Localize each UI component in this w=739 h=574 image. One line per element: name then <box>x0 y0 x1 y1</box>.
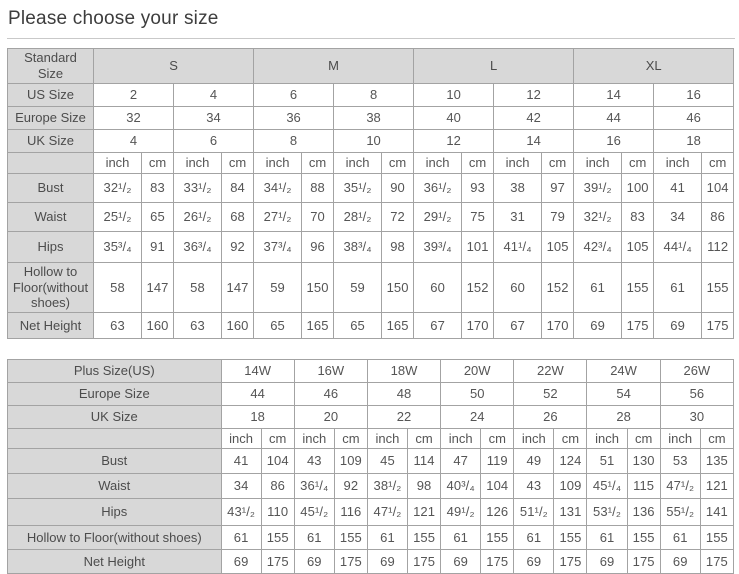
measure-value-cell: 35¹/₂ <box>334 173 382 202</box>
unit-cell: cm <box>222 152 254 173</box>
measure-value-cell: 38¹/₂ <box>367 474 407 499</box>
measure-value-cell: 86 <box>702 202 734 231</box>
measure-value-cell: 61 <box>441 526 481 550</box>
measure-value-cell: 116 <box>334 499 367 526</box>
size-row <box>8 129 734 152</box>
size-group-header: XL <box>574 49 734 84</box>
measure-value-cell: 32¹/₂ <box>574 202 622 231</box>
size-value-cell: 46 <box>654 106 734 129</box>
size-value-cell: 20 <box>294 406 367 429</box>
measure-row <box>8 499 734 526</box>
measure-row <box>8 313 734 339</box>
measure-value-cell: 160 <box>222 313 254 339</box>
measure-value-cell: 96 <box>302 231 334 262</box>
measure-value-cell: 109 <box>554 474 587 499</box>
measure-value-cell: 39¹/₂ <box>574 173 622 202</box>
unit-cell: cm <box>408 429 441 449</box>
size-group-header: L <box>414 49 574 84</box>
measure-value-cell: 39³/₄ <box>414 231 462 262</box>
measure-value-cell: 61 <box>514 526 554 550</box>
standard-size-table <box>7 48 734 339</box>
measure-value-cell: 40³/₄ <box>441 474 481 499</box>
unit-cell: cm <box>702 152 734 173</box>
measure-value-cell: 49¹/₂ <box>441 499 481 526</box>
measure-value-cell: 115 <box>627 474 660 499</box>
size-value-cell: 54 <box>587 383 660 406</box>
measure-value-cell: 32¹/₂ <box>94 173 142 202</box>
size-value-cell: 16W <box>294 360 367 383</box>
measure-value-cell: 92 <box>334 474 367 499</box>
measure-value-cell: 59 <box>334 262 382 313</box>
measure-value-cell: 65 <box>254 313 302 339</box>
unit-cell: inch <box>441 429 481 449</box>
measure-value-cell: 60 <box>494 262 542 313</box>
measure-value-cell: 135 <box>700 449 733 474</box>
measure-value-cell: 150 <box>382 262 414 313</box>
measure-value-cell: 38³/₄ <box>334 231 382 262</box>
unit-cell: cm <box>261 429 294 449</box>
size-row <box>8 106 734 129</box>
measure-value-cell: 105 <box>542 231 574 262</box>
size-value-cell: 48 <box>367 383 440 406</box>
size-value-cell: 8 <box>254 129 334 152</box>
measure-value-cell: 100 <box>622 173 654 202</box>
measure-row <box>8 262 734 313</box>
row-label: UK Size <box>8 129 94 152</box>
measure-value-cell: 61 <box>654 262 702 313</box>
title-divider <box>7 38 735 39</box>
size-value-cell: 36 <box>254 106 334 129</box>
row-label: Hips <box>8 499 222 526</box>
row-label: Bust <box>8 449 222 474</box>
size-value-cell: 12 <box>494 83 574 106</box>
size-value-cell: 22 <box>367 406 440 429</box>
measure-value-cell: 34¹/₂ <box>254 173 302 202</box>
measure-value-cell: 104 <box>261 449 294 474</box>
size-value-cell: 14W <box>221 360 294 383</box>
unit-cell: inch <box>94 152 142 173</box>
measure-value-cell: 34 <box>654 202 702 231</box>
unit-cell: inch <box>254 152 302 173</box>
size-value-cell: 14 <box>574 83 654 106</box>
size-value-cell: 26 <box>514 406 587 429</box>
measure-value-cell: 36¹/₄ <box>294 474 334 499</box>
measure-value-cell: 114 <box>408 449 441 474</box>
unit-cell: inch <box>221 429 261 449</box>
measure-value-cell: 152 <box>462 262 494 313</box>
measure-value-cell: 104 <box>702 173 734 202</box>
measure-value-cell: 175 <box>627 550 660 574</box>
size-value-cell: 4 <box>94 129 174 152</box>
measure-value-cell: 69 <box>367 550 407 574</box>
measure-value-cell: 131 <box>554 499 587 526</box>
measure-value-cell: 147 <box>222 262 254 313</box>
measure-row <box>8 449 734 474</box>
size-group-header: M <box>254 49 414 84</box>
size-value-cell: 24W <box>587 360 660 383</box>
measure-value-cell: 59 <box>254 262 302 313</box>
plus-size-table <box>7 359 734 574</box>
measure-value-cell: 41 <box>654 173 702 202</box>
unit-cell: inch <box>334 152 382 173</box>
measure-value-cell: 61 <box>294 526 334 550</box>
measure-value-cell: 45¹/₄ <box>587 474 627 499</box>
measure-value-cell: 126 <box>481 499 514 526</box>
size-value-cell: 16 <box>654 83 734 106</box>
size-value-cell: 46 <box>294 383 367 406</box>
measure-value-cell: 155 <box>261 526 294 550</box>
size-value-cell: 18W <box>367 360 440 383</box>
size-row <box>8 383 734 406</box>
measure-value-cell: 83 <box>622 202 654 231</box>
measure-value-cell: 27¹/₂ <box>254 202 302 231</box>
measure-value-cell: 130 <box>627 449 660 474</box>
row-label: Hollow to Floor(without shoes) <box>8 526 222 550</box>
measure-value-cell: 28¹/₂ <box>334 202 382 231</box>
size-value-cell: 30 <box>660 406 733 429</box>
measure-value-cell: 92 <box>222 231 254 262</box>
size-value-cell: 10 <box>334 129 414 152</box>
measure-row <box>8 173 734 202</box>
size-value-cell: 10 <box>414 83 494 106</box>
measure-value-cell: 86 <box>261 474 294 499</box>
measure-value-cell: 29¹/₂ <box>414 202 462 231</box>
unit-cell: inch <box>414 152 462 173</box>
measure-value-cell: 104 <box>481 474 514 499</box>
unit-cell: cm <box>382 152 414 173</box>
measure-value-cell: 36³/₄ <box>174 231 222 262</box>
measure-value-cell: 45 <box>367 449 407 474</box>
measure-value-cell: 155 <box>702 262 734 313</box>
measure-value-cell: 61 <box>574 262 622 313</box>
measure-value-cell: 170 <box>542 313 574 339</box>
page-title: Please choose your size <box>8 8 219 29</box>
measure-value-cell: 119 <box>481 449 514 474</box>
measure-value-cell: 88 <box>302 173 334 202</box>
unit-cell: inch <box>660 429 700 449</box>
measure-value-cell: 150 <box>302 262 334 313</box>
row-label: Net Height <box>8 550 222 574</box>
measure-value-cell: 36¹/₂ <box>414 173 462 202</box>
row-label: Hips <box>8 231 94 262</box>
measure-value-cell: 170 <box>462 313 494 339</box>
measure-value-cell: 175 <box>408 550 441 574</box>
row-label: Net Height <box>8 313 94 339</box>
size-value-cell: 2 <box>94 83 174 106</box>
measure-value-cell: 61 <box>221 526 261 550</box>
measure-value-cell: 155 <box>554 526 587 550</box>
size-value-cell: 20W <box>441 360 514 383</box>
measure-value-cell: 155 <box>622 262 654 313</box>
measure-value-cell: 72 <box>382 202 414 231</box>
row-label: UK Size <box>8 406 222 429</box>
row-label: Waist <box>8 474 222 499</box>
measure-value-cell: 121 <box>408 499 441 526</box>
measure-row <box>8 474 734 499</box>
measure-value-cell: 69 <box>574 313 622 339</box>
measure-value-cell: 33¹/₂ <box>174 173 222 202</box>
measure-value-cell: 69 <box>654 313 702 339</box>
measure-value-cell: 25¹/₂ <box>94 202 142 231</box>
measure-value-cell: 124 <box>554 449 587 474</box>
measure-value-cell: 93 <box>462 173 494 202</box>
measure-value-cell: 51¹/₂ <box>514 499 554 526</box>
measure-value-cell: 141 <box>700 499 733 526</box>
measure-value-cell: 41 <box>221 449 261 474</box>
standard-header-row <box>8 49 734 84</box>
measure-value-cell: 63 <box>174 313 222 339</box>
measure-value-cell: 69 <box>221 550 261 574</box>
unit-cell: cm <box>334 429 367 449</box>
unit-cell: inch <box>514 429 554 449</box>
row-label: Plus Size(US) <box>8 360 222 383</box>
measure-value-cell: 67 <box>414 313 462 339</box>
measure-value-cell: 83 <box>142 173 174 202</box>
measure-value-cell: 98 <box>408 474 441 499</box>
measure-value-cell: 90 <box>382 173 414 202</box>
measure-value-cell: 61 <box>660 526 700 550</box>
unit-cell: cm <box>622 152 654 173</box>
unit-cell: cm <box>554 429 587 449</box>
size-value-cell: 44 <box>221 383 294 406</box>
unit-cell: cm <box>700 429 733 449</box>
measure-value-cell: 75 <box>462 202 494 231</box>
size-value-cell: 50 <box>441 383 514 406</box>
measure-value-cell: 65 <box>334 313 382 339</box>
measure-value-cell: 175 <box>261 550 294 574</box>
size-row <box>8 83 734 106</box>
size-value-cell: 6 <box>254 83 334 106</box>
measure-value-cell: 84 <box>222 173 254 202</box>
size-value-cell: 14 <box>494 129 574 152</box>
measure-value-cell: 35³/₄ <box>94 231 142 262</box>
measure-value-cell: 51 <box>587 449 627 474</box>
measure-value-cell: 26¹/₂ <box>174 202 222 231</box>
measure-value-cell: 49 <box>514 449 554 474</box>
unit-cell: inch <box>654 152 702 173</box>
unit-cell: cm <box>481 429 514 449</box>
measure-row <box>8 202 734 231</box>
measure-value-cell: 165 <box>302 313 334 339</box>
size-value-cell: 12 <box>414 129 494 152</box>
measure-value-cell: 61 <box>367 526 407 550</box>
measure-value-cell: 175 <box>334 550 367 574</box>
size-value-cell: 40 <box>414 106 494 129</box>
size-value-cell: 18 <box>221 406 294 429</box>
size-value-cell: 32 <box>94 106 174 129</box>
size-value-cell: 6 <box>174 129 254 152</box>
unit-cell: cm <box>302 152 334 173</box>
size-value-cell: 44 <box>574 106 654 129</box>
measure-value-cell: 155 <box>334 526 367 550</box>
measure-value-cell: 152 <box>542 262 574 313</box>
measure-value-cell: 61 <box>587 526 627 550</box>
measure-value-cell: 175 <box>622 313 654 339</box>
measure-value-cell: 70 <box>302 202 334 231</box>
measure-value-cell: 101 <box>462 231 494 262</box>
measure-value-cell: 60 <box>414 262 462 313</box>
measure-value-cell: 65 <box>142 202 174 231</box>
measure-value-cell: 55¹/₂ <box>660 499 700 526</box>
size-value-cell: 28 <box>587 406 660 429</box>
measure-value-cell: 69 <box>514 550 554 574</box>
measure-value-cell: 47 <box>441 449 481 474</box>
size-group-header: S <box>94 49 254 84</box>
unit-row <box>8 152 734 173</box>
size-value-cell: 24 <box>441 406 514 429</box>
measure-value-cell: 31 <box>494 202 542 231</box>
measure-value-cell: 34 <box>221 474 261 499</box>
unit-cell: cm <box>462 152 494 173</box>
measure-value-cell: 165 <box>382 313 414 339</box>
measure-value-cell: 79 <box>542 202 574 231</box>
measure-value-cell: 53¹/₂ <box>587 499 627 526</box>
measure-value-cell: 155 <box>408 526 441 550</box>
size-value-cell: 56 <box>660 383 733 406</box>
measure-value-cell: 109 <box>334 449 367 474</box>
measure-value-cell: 121 <box>700 474 733 499</box>
measure-value-cell: 69 <box>441 550 481 574</box>
row-label: Europe Size <box>8 106 94 129</box>
size-row <box>8 360 734 383</box>
row-label: Bust <box>8 173 94 202</box>
unit-cell: cm <box>627 429 660 449</box>
measure-value-cell: 110 <box>261 499 294 526</box>
measure-value-cell: 38 <box>494 173 542 202</box>
measure-value-cell: 155 <box>481 526 514 550</box>
measure-value-cell: 105 <box>622 231 654 262</box>
unit-cell: cm <box>542 152 574 173</box>
size-value-cell: 34 <box>174 106 254 129</box>
measure-value-cell: 155 <box>700 526 733 550</box>
measure-value-cell: 175 <box>554 550 587 574</box>
unit-cell: inch <box>174 152 222 173</box>
measure-value-cell: 155 <box>627 526 660 550</box>
unit-cell: inch <box>294 429 334 449</box>
measure-value-cell: 175 <box>700 550 733 574</box>
measure-value-cell: 175 <box>702 313 734 339</box>
measure-value-cell: 37³/₄ <box>254 231 302 262</box>
measure-value-cell: 69 <box>660 550 700 574</box>
corner-header: Standard Size <box>8 49 94 84</box>
row-label: Waist <box>8 202 94 231</box>
size-value-cell: 26W <box>660 360 733 383</box>
measure-value-cell: 136 <box>627 499 660 526</box>
unit-row-corner <box>8 429 222 449</box>
size-value-cell: 4 <box>174 83 254 106</box>
measure-value-cell: 69 <box>587 550 627 574</box>
measure-row <box>8 526 734 550</box>
measure-value-cell: 63 <box>94 313 142 339</box>
size-value-cell: 22W <box>514 360 587 383</box>
row-label: Europe Size <box>8 383 222 406</box>
measure-value-cell: 42³/₄ <box>574 231 622 262</box>
measure-value-cell: 68 <box>222 202 254 231</box>
measure-value-cell: 91 <box>142 231 174 262</box>
unit-cell: inch <box>587 429 627 449</box>
unit-cell: inch <box>574 152 622 173</box>
measure-value-cell: 43 <box>294 449 334 474</box>
row-label: US Size <box>8 83 94 106</box>
measure-value-cell: 45¹/₂ <box>294 499 334 526</box>
measure-value-cell: 58 <box>174 262 222 313</box>
size-value-cell: 42 <box>494 106 574 129</box>
measure-value-cell: 147 <box>142 262 174 313</box>
size-value-cell: 16 <box>574 129 654 152</box>
measure-value-cell: 44¹/₄ <box>654 231 702 262</box>
unit-row-corner <box>8 152 94 173</box>
row-label: Hollow to Floor(without shoes) <box>8 262 94 313</box>
unit-row <box>8 429 734 449</box>
size-value-cell: 38 <box>334 106 414 129</box>
measure-value-cell: 47¹/₂ <box>367 499 407 526</box>
measure-value-cell: 160 <box>142 313 174 339</box>
measure-value-cell: 69 <box>294 550 334 574</box>
unit-cell: inch <box>494 152 542 173</box>
measure-value-cell: 58 <box>94 262 142 313</box>
size-value-cell: 8 <box>334 83 414 106</box>
unit-cell: inch <box>367 429 407 449</box>
measure-value-cell: 97 <box>542 173 574 202</box>
size-value-cell: 52 <box>514 383 587 406</box>
measure-value-cell: 67 <box>494 313 542 339</box>
measure-value-cell: 43 <box>514 474 554 499</box>
measure-value-cell: 112 <box>702 231 734 262</box>
measure-value-cell: 53 <box>660 449 700 474</box>
measure-value-cell: 175 <box>481 550 514 574</box>
measure-row <box>8 231 734 262</box>
measure-value-cell: 41¹/₄ <box>494 231 542 262</box>
unit-cell: cm <box>142 152 174 173</box>
size-row <box>8 406 734 429</box>
measure-value-cell: 47¹/₂ <box>660 474 700 499</box>
measure-value-cell: 98 <box>382 231 414 262</box>
size-value-cell: 18 <box>654 129 734 152</box>
measure-value-cell: 43¹/₂ <box>221 499 261 526</box>
